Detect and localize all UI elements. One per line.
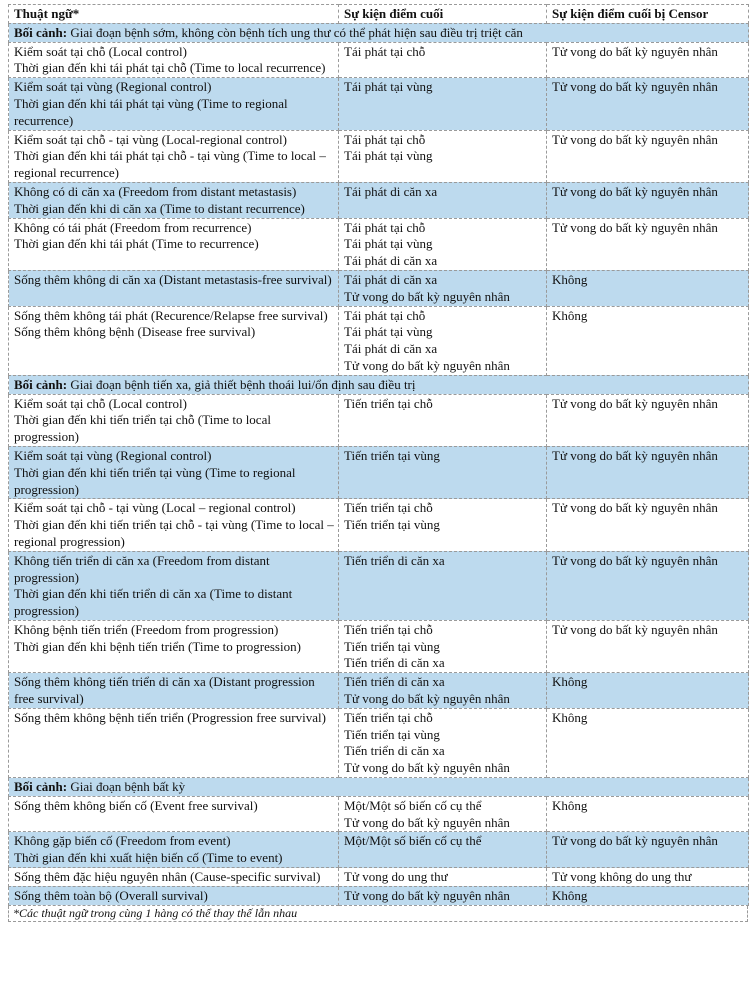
context-text: Giai đoạn bệnh sớm, không còn bệnh tích ung thư có thể phát hiện sau điều trị triệt căn (67, 24, 523, 40)
context-text: Giai đoạn bệnh bất kỳ (67, 779, 186, 795)
context-cell (9, 375, 749, 394)
header-row (9, 5, 749, 24)
censored-cell (547, 499, 749, 551)
censored-cell (547, 218, 749, 270)
endpoint-line: Tái phát tại chỗ (344, 43, 426, 59)
censored-cell (547, 182, 749, 218)
table-row (9, 708, 749, 777)
document (8, 4, 748, 922)
endpoint-line: Tái phát tại vùng (344, 236, 433, 252)
term-cell (9, 218, 339, 270)
endpoint-line: Tử vong do bất kỳ nguyên nhân (344, 357, 510, 373)
censored-line: Tử vong do bất kỳ nguyên nhân (552, 552, 718, 568)
table-row (9, 446, 749, 498)
context-label: Bối cảnh: (14, 779, 68, 795)
endpoint-line: Tái phát tại chỗ (344, 219, 426, 235)
endpoint-line: Tiến triển tại chỗ (344, 621, 433, 637)
endpoint-cell (339, 270, 547, 306)
table-row (9, 673, 749, 709)
endpoint-line: Tiến triển di căn xa (344, 552, 445, 568)
term-line: Kiểm soát tại vùng (Regional control) (14, 79, 212, 95)
table-row (9, 832, 749, 868)
term-cell (9, 868, 339, 887)
censored-cell (547, 130, 749, 182)
context-row (9, 375, 749, 394)
term-line: Sống thêm không tái phát (Recurence/Relapse free survival) (14, 307, 328, 323)
censored-cell (547, 42, 749, 78)
endpoint-line: Tái phát di căn xa (344, 253, 438, 269)
endpoint-line: Tiến triển di căn xa (344, 674, 445, 690)
endpoint-table (8, 4, 749, 906)
term-cell (9, 130, 339, 182)
endpoint-cell (339, 499, 547, 551)
censored-line: Tử vong do bất kỳ nguyên nhân (552, 395, 718, 411)
endpoint-cell (339, 130, 547, 182)
context-cell (9, 778, 749, 797)
term-line: Thời gian đến khi tiến triển tại chỗ - tại vùng (Time to local – regional progression) (14, 517, 334, 549)
term-line: Thời gian đến khi di căn xa (Time to distant recurrence) (14, 200, 305, 216)
censored-line: Tử vong do bất kỳ nguyên nhân (552, 79, 718, 95)
endpoint-line: Tử vong do bất kỳ nguyên nhân (344, 814, 510, 830)
term-line: Sống thêm không biến cố (Event free survival) (14, 797, 258, 813)
context-row (9, 778, 749, 797)
context-label: Bối cảnh: (14, 376, 68, 392)
censored-cell (547, 620, 749, 672)
table-row (9, 620, 749, 672)
censored-cell (547, 306, 749, 375)
censored-line: Không (552, 887, 588, 903)
endpoint-cell (339, 78, 547, 130)
term-line: Thời gian đến khi xuất hiện biến cố (Time to event) (14, 850, 283, 866)
term-line: Thời gian đến khi tiến triển di căn xa (Time to distant progression) (14, 586, 293, 619)
censored-cell (547, 270, 749, 306)
table-row (9, 886, 749, 905)
term-line: Không gặp biến cố (Freedom from event) (14, 833, 231, 849)
endpoint-line: Tử vong do ung thư (344, 869, 448, 885)
table-body (9, 23, 749, 905)
endpoint-line: Tiến triển di căn xa (344, 743, 445, 759)
censored-line: Tử vong do bất kỳ nguyên nhân (552, 131, 718, 147)
endpoint-line: Tiến triển tại vùng (344, 726, 440, 742)
endpoint-line: Tiến triển tại vùng (344, 517, 440, 533)
term-cell (9, 182, 339, 218)
term-line: Sống thêm không di căn xa (Distant metastasis-free survival) (14, 271, 332, 287)
context-text: Giai đoạn bệnh tiến xa, giả thiết bệnh thoái lui/ổn định sau điều trị (67, 376, 416, 392)
endpoint-cell (339, 832, 547, 868)
censored-cell (547, 394, 749, 446)
censored-line: Không (552, 307, 588, 323)
context-cell (9, 23, 749, 42)
censored-line: Tử vong do bất kỳ nguyên nhân (552, 43, 718, 59)
term-line: Sống thêm không tiến triển di căn xa (Distant progression free survival) (14, 674, 315, 707)
endpoint-cell (339, 708, 547, 777)
term-cell (9, 673, 339, 709)
term-line: Không có tái phát (Freedom from recurrence) (14, 219, 252, 235)
table-row (9, 130, 749, 182)
table-row (9, 796, 749, 832)
endpoint-line: Tái phát tại vùng (344, 324, 433, 340)
endpoint-cell (339, 796, 547, 832)
term-cell (9, 78, 339, 130)
endpoint-cell (339, 620, 547, 672)
term-cell (9, 306, 339, 375)
censored-line: Không (552, 797, 588, 813)
endpoint-line: Tiến triển tại vùng (344, 638, 440, 654)
endpoint-cell (339, 218, 547, 270)
censored-cell (547, 551, 749, 620)
term-cell (9, 708, 339, 777)
censored-cell (547, 832, 749, 868)
table-row (9, 394, 749, 446)
term-cell (9, 42, 339, 78)
censored-cell (547, 78, 749, 130)
endpoint-line: Tiến triển tại chỗ (344, 395, 433, 411)
header-endpoint: Sự kiện điểm cuối (339, 5, 547, 24)
table-row (9, 218, 749, 270)
endpoint-line: Tử vong do bất kỳ nguyên nhân (344, 691, 510, 707)
term-line: Thời gian đến khi tái phát tại chỗ (Time to local recurrence) (14, 60, 326, 76)
term-cell (9, 446, 339, 498)
endpoint-line: Một/Một số biến cố cụ thể (344, 797, 482, 813)
term-line: Sống thêm không bệnh tiến triển (Progression free survival) (14, 709, 326, 725)
censored-cell (547, 886, 749, 905)
term-cell (9, 796, 339, 832)
table-row (9, 551, 749, 620)
censored-line: Tử vong không do ung thư (552, 869, 692, 885)
term-cell (9, 270, 339, 306)
endpoint-cell (339, 551, 547, 620)
endpoint-line: Tiến triển tại vùng (344, 447, 440, 463)
endpoint-cell (339, 394, 547, 446)
endpoint-line: Tái phát tại chỗ (344, 131, 426, 147)
endpoint-line: Tiến triển tại chỗ (344, 500, 433, 516)
endpoint-cell (339, 182, 547, 218)
term-line: Kiểm soát tại chỗ - tại vùng (Local-regional control) (14, 131, 287, 147)
term-cell (9, 620, 339, 672)
endpoint-line: Tiến triển tại chỗ (344, 709, 433, 725)
table-row (9, 499, 749, 551)
endpoint-line: Tử vong do bất kỳ nguyên nhân (344, 760, 510, 776)
censored-cell (547, 673, 749, 709)
table-row (9, 182, 749, 218)
context-label: Bối cảnh: (14, 24, 68, 40)
table-row (9, 868, 749, 887)
footnote: *Các thuật ngữ trong cùng 1 hàng có thể thay thế lẫn nhau (8, 906, 748, 922)
header-term: Thuật ngữ* (9, 5, 339, 24)
censored-line: Không (552, 709, 588, 725)
endpoint-line: Tái phát di căn xa (344, 271, 438, 287)
term-line: Thời gian đến khi tái phát tại chỗ - tại vùng (Time to local – regional recurrence) (14, 148, 326, 181)
term-line: Không có di căn xa (Freedom from distant metastasis) (14, 183, 297, 199)
endpoint-line: Tử vong do bất kỳ nguyên nhân (344, 288, 510, 304)
term-line: Kiểm soát tại chỗ (Local control) (14, 43, 187, 59)
endpoint-line: Một/Một số biến cố cụ thể (344, 833, 482, 849)
term-line: Kiểm soát tại chỗ - tại vùng (Local – regional control) (14, 500, 296, 516)
term-line: Sống thêm toàn bộ (Overall survival) (14, 887, 208, 903)
endpoint-cell (339, 868, 547, 887)
term-cell (9, 499, 339, 551)
endpoint-cell (339, 42, 547, 78)
endpoint-line: Tái phát di căn xa (344, 341, 438, 357)
censored-cell (547, 868, 749, 887)
table-row (9, 306, 749, 375)
term-cell (9, 832, 339, 868)
term-line: Thời gian đến khi tiến triển tại vùng (Time to regional progression) (14, 464, 296, 497)
censored-line: Tử vong do bất kỳ nguyên nhân (552, 621, 718, 637)
censored-line: Tử vong do bất kỳ nguyên nhân (552, 500, 718, 516)
endpoint-cell (339, 886, 547, 905)
endpoint-cell (339, 306, 547, 375)
header-censored: Sự kiện điểm cuối bị Censor (547, 5, 749, 24)
censored-line: Tử vong do bất kỳ nguyên nhân (552, 219, 718, 235)
endpoint-line: Tái phát di căn xa (344, 183, 438, 199)
endpoint-line: Tiến triển di căn xa (344, 655, 445, 671)
endpoint-line: Tử vong do bất kỳ nguyên nhân (344, 887, 510, 903)
endpoint-line: Tái phát tại vùng (344, 148, 433, 164)
term-line: Không tiến triển di căn xa (Freedom from distant progression) (14, 552, 270, 585)
censored-line: Tử vong do bất kỳ nguyên nhân (552, 447, 718, 463)
term-line: Thời gian đến khi bệnh tiến triển (Time to progression) (14, 638, 301, 654)
endpoint-line: Tái phát tại chỗ (344, 307, 426, 323)
censored-line: Không (552, 271, 588, 287)
term-line: Không bệnh tiến triển (Freedom from progression) (14, 621, 279, 637)
censored-cell (547, 708, 749, 777)
term-line: Thời gian đến khi tiến triển tại chỗ (Time to local progression) (14, 412, 271, 445)
term-cell (9, 394, 339, 446)
censored-line: Tử vong do bất kỳ nguyên nhân (552, 833, 718, 849)
censored-line: Không (552, 674, 588, 690)
table-row (9, 42, 749, 78)
term-line: Kiểm soát tại chỗ (Local control) (14, 395, 187, 411)
term-line: Thời gian đến khi tái phát (Time to recurrence) (14, 236, 259, 252)
endpoint-cell (339, 446, 547, 498)
table-row (9, 78, 749, 130)
term-line: Thời gian đến khi tái phát tại vùng (Time to regional recurrence) (14, 95, 288, 128)
endpoint-line: Tái phát tại vùng (344, 79, 433, 95)
term-line: Sống thêm đặc hiệu nguyên nhân (Cause-specific survival) (14, 869, 321, 885)
term-line: Kiểm soát tại vùng (Regional control) (14, 447, 212, 463)
context-row (9, 23, 749, 42)
term-cell (9, 886, 339, 905)
censored-cell (547, 796, 749, 832)
endpoint-cell (339, 673, 547, 709)
censored-cell (547, 446, 749, 498)
term-cell (9, 551, 339, 620)
table-row (9, 270, 749, 306)
term-line: Sống thêm không bệnh (Disease free survival) (14, 324, 256, 340)
censored-line: Tử vong do bất kỳ nguyên nhân (552, 183, 718, 199)
